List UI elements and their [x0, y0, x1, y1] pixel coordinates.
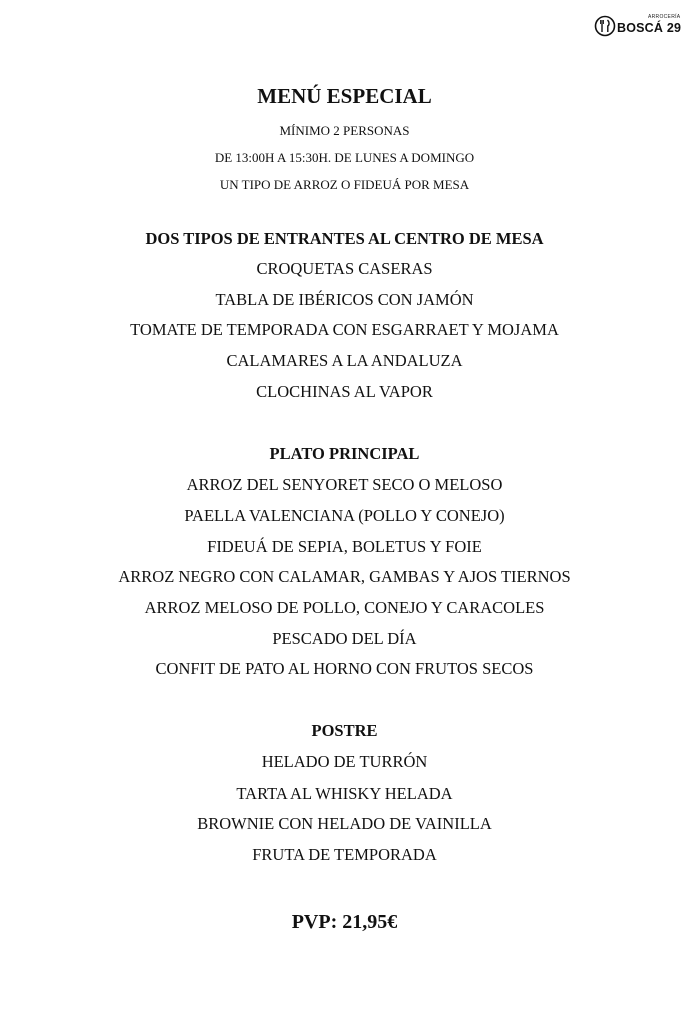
dessert-item: TARTA AL WHISKY HELADA — [236, 784, 453, 803]
menu-price: PVP: 21,95€ — [291, 911, 398, 933]
dessert-item: BROWNIE CON HELADO DE VAINILLA — [197, 814, 492, 833]
dessert-item: FRUTA DE TEMPORADA — [252, 845, 437, 864]
main-course-item: CONFIT DE PATO AL HORNO CON FRUTOS SECOS — [155, 659, 534, 678]
condition-line: DE 13:00H A 15:30H. DE LUNES A DOMINGO — [214, 150, 475, 165]
logo-subtitle: ARROCERÍA — [648, 14, 681, 20]
condition-line: UN TIPO DE ARROZ O FIDEUÁ POR MESA — [219, 177, 470, 192]
dessert-item: HELADO DE TURRÓN — [261, 752, 428, 771]
dessert-heading: POSTRE — [311, 721, 378, 740]
logo-brand: BOSCÁ 29 — [617, 21, 682, 35]
main-course-item: ARROZ NEGRO CON CALAMAR, GAMBAS Y AJOS TIERNOS — [118, 567, 571, 586]
condition-line: MÍNIMO 2 PERSONAS — [279, 123, 410, 138]
main-course-item: ARROZ DEL SENYORET SECO O MELOSO — [186, 475, 503, 494]
starter-item: TOMATE DE TEMPORADA CON ESGARRAET Y MOJAMA — [130, 320, 559, 339]
starter-item: CALAMARES A LA ANDALUZA — [226, 351, 463, 370]
main-course-item: PAELLA VALENCIANA (POLLO Y CONEJO) — [184, 506, 505, 525]
starter-item: TABLA DE IBÉRICOS CON JAMÓN — [215, 290, 474, 309]
main-course-item: PESCADO DEL DÍA — [272, 629, 417, 648]
menu-title: MENÚ ESPECIAL — [257, 84, 432, 108]
main-course-heading: PLATO PRINCIPAL — [269, 444, 420, 463]
starters-heading: DOS TIPOS DE ENTRANTES AL CENTRO DE MESA — [145, 229, 544, 248]
starter-item: CLOCHINAS AL VAPOR — [256, 382, 433, 401]
restaurant-logo — [594, 12, 686, 40]
fork-knife-icon — [594, 15, 616, 37]
main-course-item: ARROZ MELOSO DE POLLO, CONEJO Y CARACOLES — [144, 598, 545, 617]
starter-item: CROQUETAS CASERAS — [256, 259, 433, 278]
main-course-item: FIDEUÁ DE SEPIA, BOLETUS Y FOIE — [207, 537, 482, 556]
